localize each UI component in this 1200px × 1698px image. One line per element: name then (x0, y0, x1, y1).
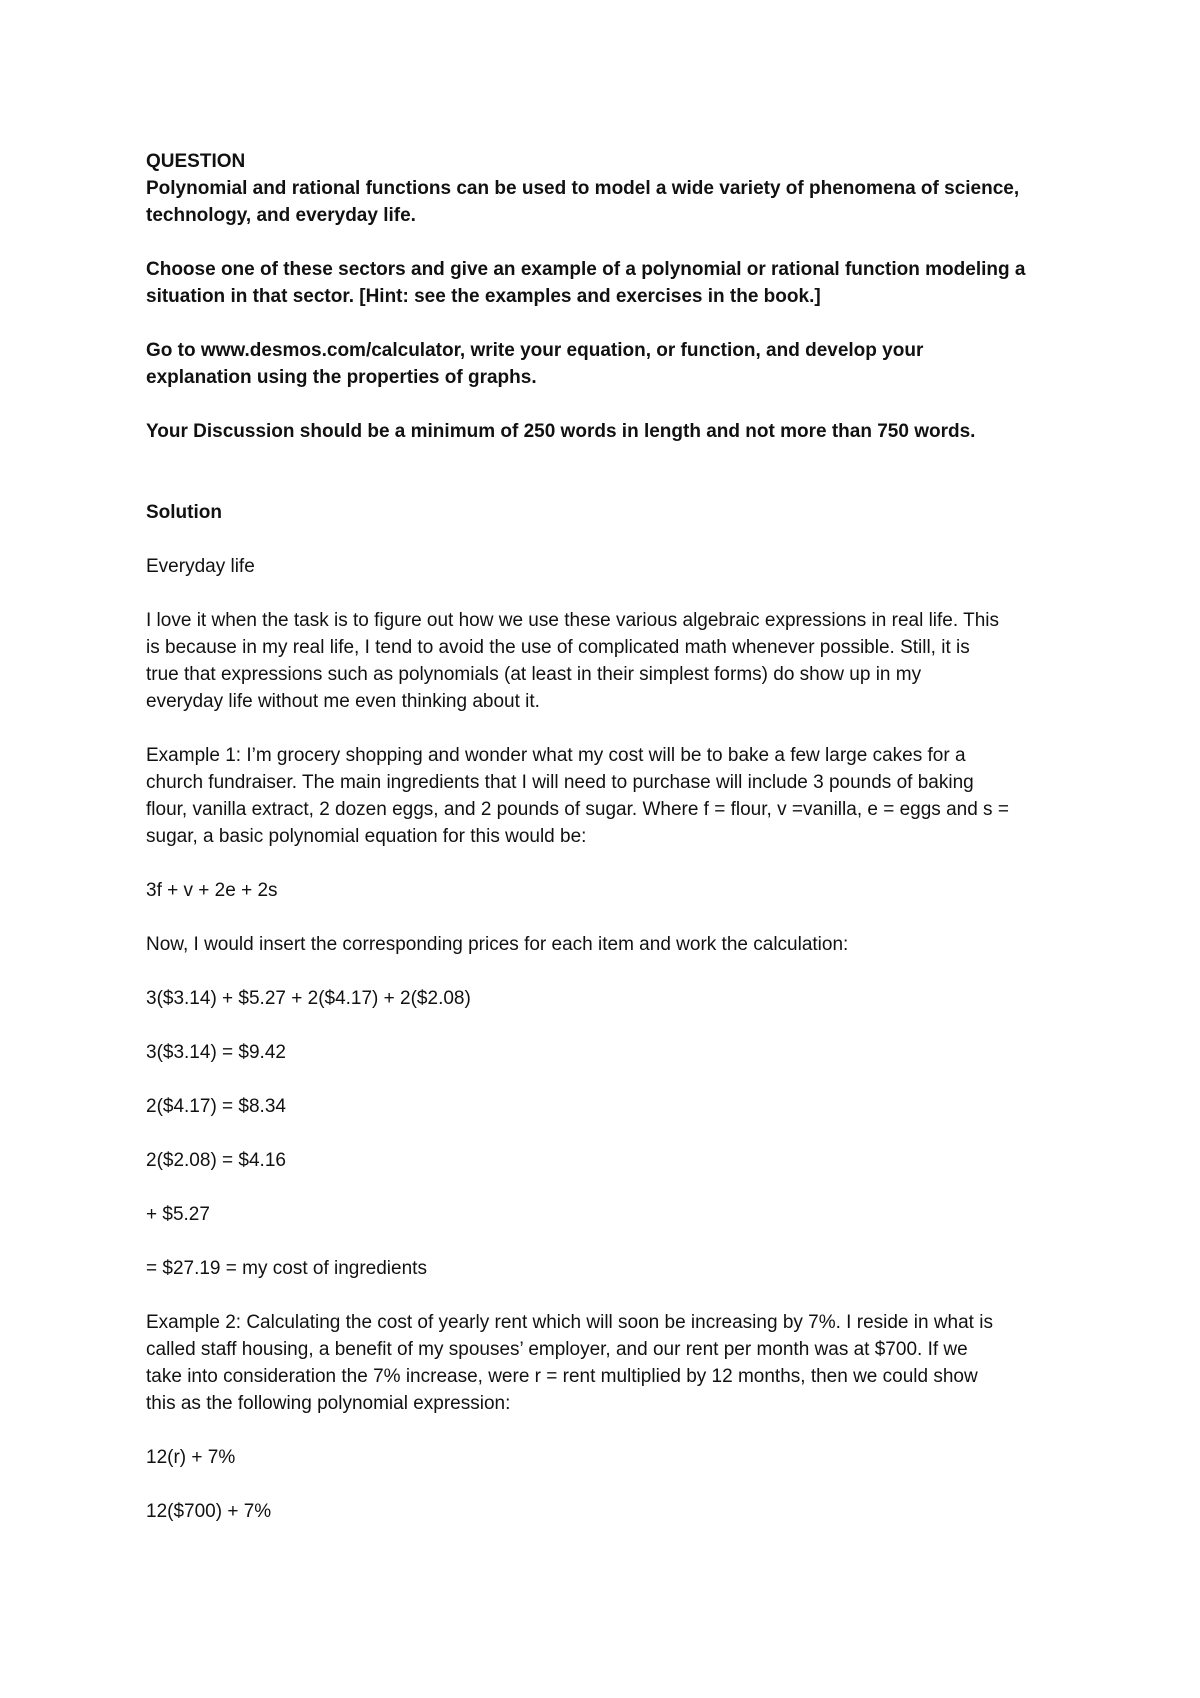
prices-intro: Now, I would insert the corresponding prices for each item and work the calculation: (146, 934, 849, 955)
example1-line: flour, vanilla extract, 2 dozen eggs, and 2 pounds of sugar. Where f = flour, v =vanilla, e = eggs and s = (146, 799, 1009, 820)
example2-line: take into consideration the 7% increase, were r = rent multiplied by 12 months, then we could show (146, 1366, 978, 1387)
document-body (146, 148, 1076, 1525)
question-heading: QUESTION (146, 151, 246, 172)
equation: 3f + v + 2e + 2s (146, 880, 278, 901)
intro-line: I love it when the task is to figure out how we use these various algebraic expressions in real life. This (146, 610, 999, 631)
calculation-total: = $27.19 = my cost of ingredients (146, 1258, 427, 1279)
question-text-line: technology, and everyday life. (146, 205, 416, 226)
example2-line: called staff housing, a benefit of my spouses’ employer, and our rent per month was at $700. If we (146, 1339, 968, 1360)
question-text-line: situation in that sector. [Hint: see the examples and exercises in the book.] (146, 286, 821, 307)
question-text-line: Go to www.desmos.com/calculator, write your equation, or function, and develop your (146, 340, 924, 361)
sector-label: Everyday life (146, 556, 255, 577)
question-text-line: Polynomial and rational functions can be used to model a wide variety of phenomena of science, (146, 178, 1020, 199)
equation: 12(r) + 7% (146, 1447, 236, 1468)
calculation-line: 3($3.14) = $9.42 (146, 1042, 286, 1063)
example1-line: sugar, a basic polynomial equation for this would be: (146, 826, 587, 847)
equation: 12($700) + 7% (146, 1501, 272, 1522)
question-text-line: Your Discussion should be a minimum of 250 words in length and not more than 750 words. (146, 421, 976, 442)
intro-line: everyday life without me even thinking about it. (146, 691, 540, 712)
question-text-line: Choose one of these sectors and give an example of a polynomial or rational function modeling a (146, 259, 1026, 280)
calculation-line: 3($3.14) + $5.27 + 2($4.17) + 2($2.08) (146, 988, 471, 1009)
solution-heading: Solution (146, 502, 222, 523)
example1-line: Example 1: I’m grocery shopping and wonder what my cost will be to bake a few large cakes for a (146, 745, 966, 766)
example1-line: church fundraiser. The main ingredients that I will need to purchase will include 3 pounds of baking (146, 772, 974, 793)
calculation-line: 2($2.08) = $4.16 (146, 1150, 286, 1171)
example2-line: Example 2: Calculating the cost of yearly rent which will soon be increasing by 7%. I reside in what is (146, 1312, 993, 1333)
intro-line: true that expressions such as polynomials (at least in their simplest forms) do show up in my (146, 664, 922, 685)
example2-line: this as the following polynomial expression: (146, 1393, 511, 1414)
question-text-line: explanation using the properties of graphs. (146, 367, 537, 388)
calculation-line: + $5.27 (146, 1204, 210, 1225)
intro-line: is because in my real life, I tend to avoid the use of complicated math whenever possible. Still, it is (146, 637, 970, 658)
calculation-line: 2($4.17) = $8.34 (146, 1096, 286, 1117)
